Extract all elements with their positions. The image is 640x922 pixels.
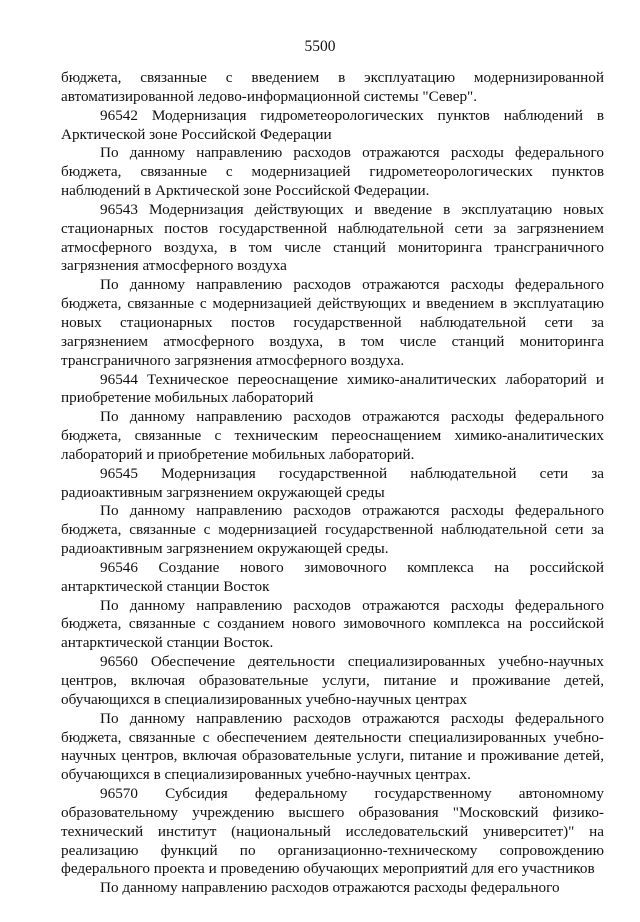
- paragraph: По данному направлению расходов отражаются расходы федерального бюджета, связанные с модернизацией государственной наблюдательной сети за радиоактивным загрязнением окружающей среды.: [61, 502, 604, 558]
- paragraph: По данному направлению расходов отражаются расходы федерального бюджета, связанные с обеспечением деятельности специализированных учебно-научных центров, включая образовательные услуги, питание и проживание детей, обучающихся в специализированных учебно-научных центрах.: [61, 709, 604, 784]
- paragraph: По данному направлению расходов отражаются расходы федерального бюджета, связанные с техническим переоснащением химико-аналитических лабораторий и приобретение мобильных лабораторий.: [61, 408, 604, 463]
- paragraph: По данному направлению расходов отражаются расходы федерального бюджета, связанные с созданием нового зимовочного комплекса на российской антарктической станции Восток.: [61, 596, 604, 652]
- paragraph: 96560 Обеспечение деятельности специализированных учебно-научных центров, включая образовательные услуги, питание и проживание детей, обучающихся в специализированных учебно-научных центрах: [61, 653, 604, 708]
- paragraph: По данному направлению расходов отражаются расходы федерального бюджета, связанные с модернизацией гидрометеорологических пунктов наблюдений в Арктической зоне Российской Федерации.: [61, 144, 604, 200]
- paragraph: По данному направлению расходов отражаются расходы федерального бюджета, связанные с модернизацией действующих и введением в эксплуатацию новых стационарных постов государственной наблюдательной сети за загрязнением атмосферного воздуха, в том числе станций мониторинга трансграничного загрязнения атмосферного воздуха.: [61, 276, 604, 369]
- paragraph: По данному направлению расходов отражаются расходы федерального: [100, 879, 560, 897]
- paragraph: 96544 Техническое переоснащение химико-аналитических лабораторий и приобретение мобильных лабораторий: [61, 370, 604, 407]
- paragraph: 96543 Модернизация действующих и введение в эксплуатацию новых стационарных постов государственной наблюдательной сети за загрязнением атмосферного воздуха, в том числе станций мониторинга трансграничного загрязнения атмосферного воздуха: [61, 200, 604, 275]
- page-number: 5500: [304, 38, 336, 55]
- paragraph: 96570 Субсидия федеральному государственному автономному образовательному учреждению высшего образования "Московский физико-технический институт (национальный исследовательский университет)" на реализацию функций по организационно-техническому сопровождению федерального проекта и проведению обучающих мероприятий для его участников: [61, 785, 604, 878]
- paragraph: бюджета, связанные с введением в эксплуатацию модернизированной автоматизированной ледово-информационной системы "Север".: [61, 69, 604, 105]
- paragraph: 96546 Создание нового зимовочного комплекса на российской антарктической станции Восток: [61, 558, 604, 595]
- paragraph: 96545 Модернизация государственной наблюдательной сети за радиоактивным загрязнением окружающей среды: [61, 464, 604, 501]
- document-body: [61, 69, 604, 898]
- paragraph: 96542 Модернизация гидрометеорологических пунктов наблюдений в Арктической зоне Российской Федерации: [61, 106, 604, 143]
